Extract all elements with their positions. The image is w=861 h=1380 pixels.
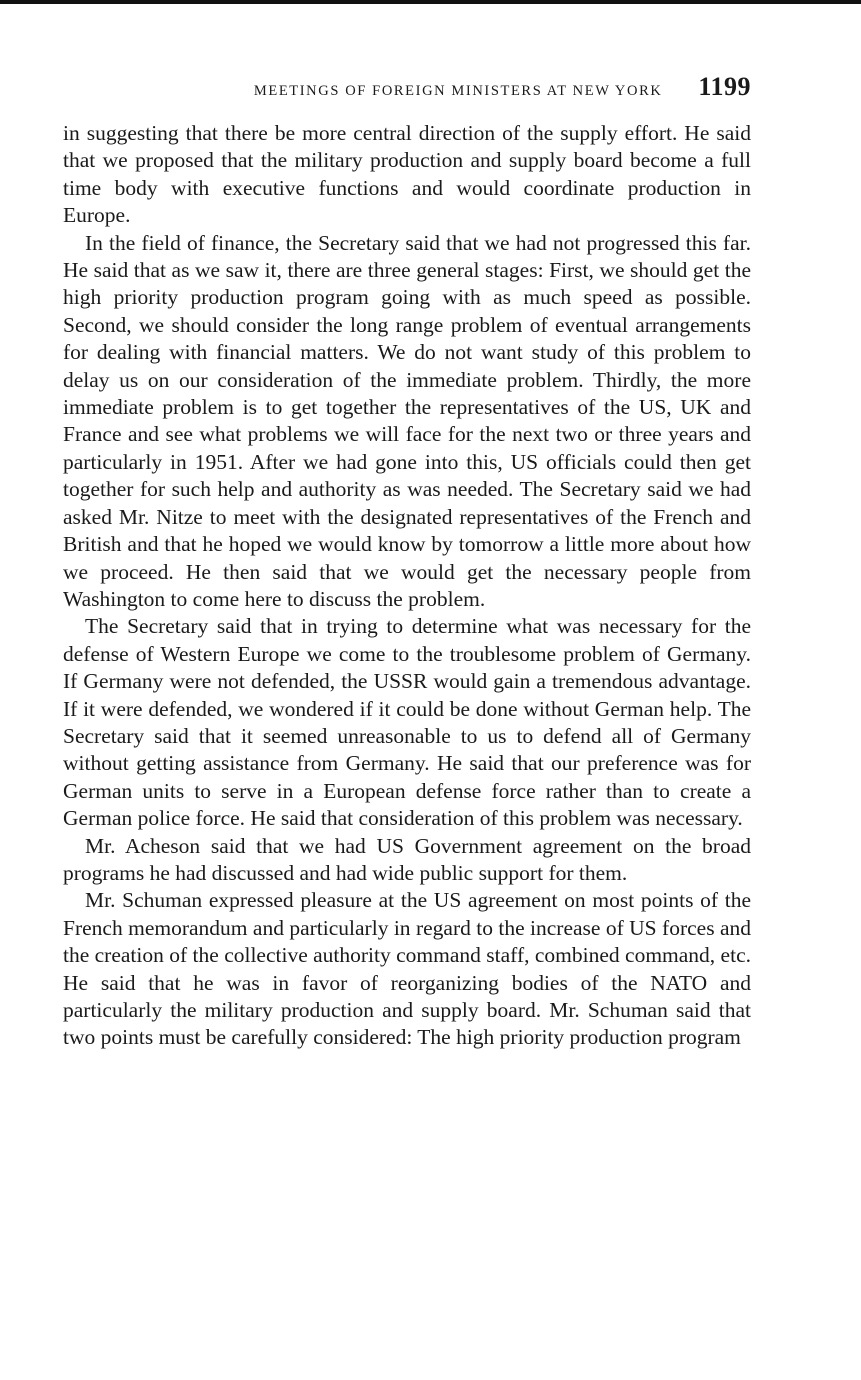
document-page xyxy=(63,72,751,1052)
paragraph-finance: In the field of finance, the Secretary said that we had not progressed this far. He said that as we saw it, there are three general stages: First, we should get the high priority production program going with as much speed as possible. Second, we should consider the long range problem of eventual arrangements for dealing with financial matters. We do not want study of this problem to delay us on our consideration of the immediate problem. Thirdly, the more immediate problem is to get together the representatives of the US, UK and France and see what problems we will face for the next two or three years and particularly in 1951. After we had gone into this, US officials could then get together for such help and authority as was needed. The Secretary said we had asked Mr. Nitze to meet with the designated representatives of the French and British and that he hoped we would know by tomorrow a little more about how we proceed. He then said that we would get the necessary people from Washington to come here to discuss the problem. xyxy=(63,230,751,611)
page-number: 1199 xyxy=(698,72,751,101)
running-title: MEETINGS OF FOREIGN MINISTERS AT NEW YORK xyxy=(253,83,663,99)
body-text xyxy=(63,120,751,1052)
paragraph-schuman: Mr. Schuman expressed pleasure at the US agreement on most points of the French memorandum and particularly in regard to the increase of US forces and the creation of the collective authority command staff, combined command, etc. He said that he was in favor of reorganizing bodies of the NATO and particularly the military production and supply board. Mr. Schuman said that two points must be carefully considered: The high priority production program xyxy=(63,888,751,1050)
paragraph-germany: The Secretary said that in trying to determine what was necessary for the defense of Western Europe we come to the troublesome problem of Germany. If Germany were not defended, the USSR would gain a tremendous advantage. If it were defended, we wondered if it could be done without German help. The Secretary said that it seemed unreasonable to us to defend all of Germany without getting assistance from Germany. He said that our preference was for German units to serve in a European defense force rather than to create a German police force. He said that consideration of this problem was necessary. xyxy=(63,614,751,831)
paragraph-acheson: Mr. Acheson said that we had US Government agreement on the broad programs he had discussed and had wide public support for them. xyxy=(63,833,751,885)
running-header xyxy=(63,72,751,112)
top-border-rule xyxy=(0,0,861,4)
paragraph-continued: in suggesting that there be more central direction of the supply effort. He said that we proposed that the military production and supply board become a full time body with executive functions and would coordinate production in Europe. xyxy=(63,121,751,228)
